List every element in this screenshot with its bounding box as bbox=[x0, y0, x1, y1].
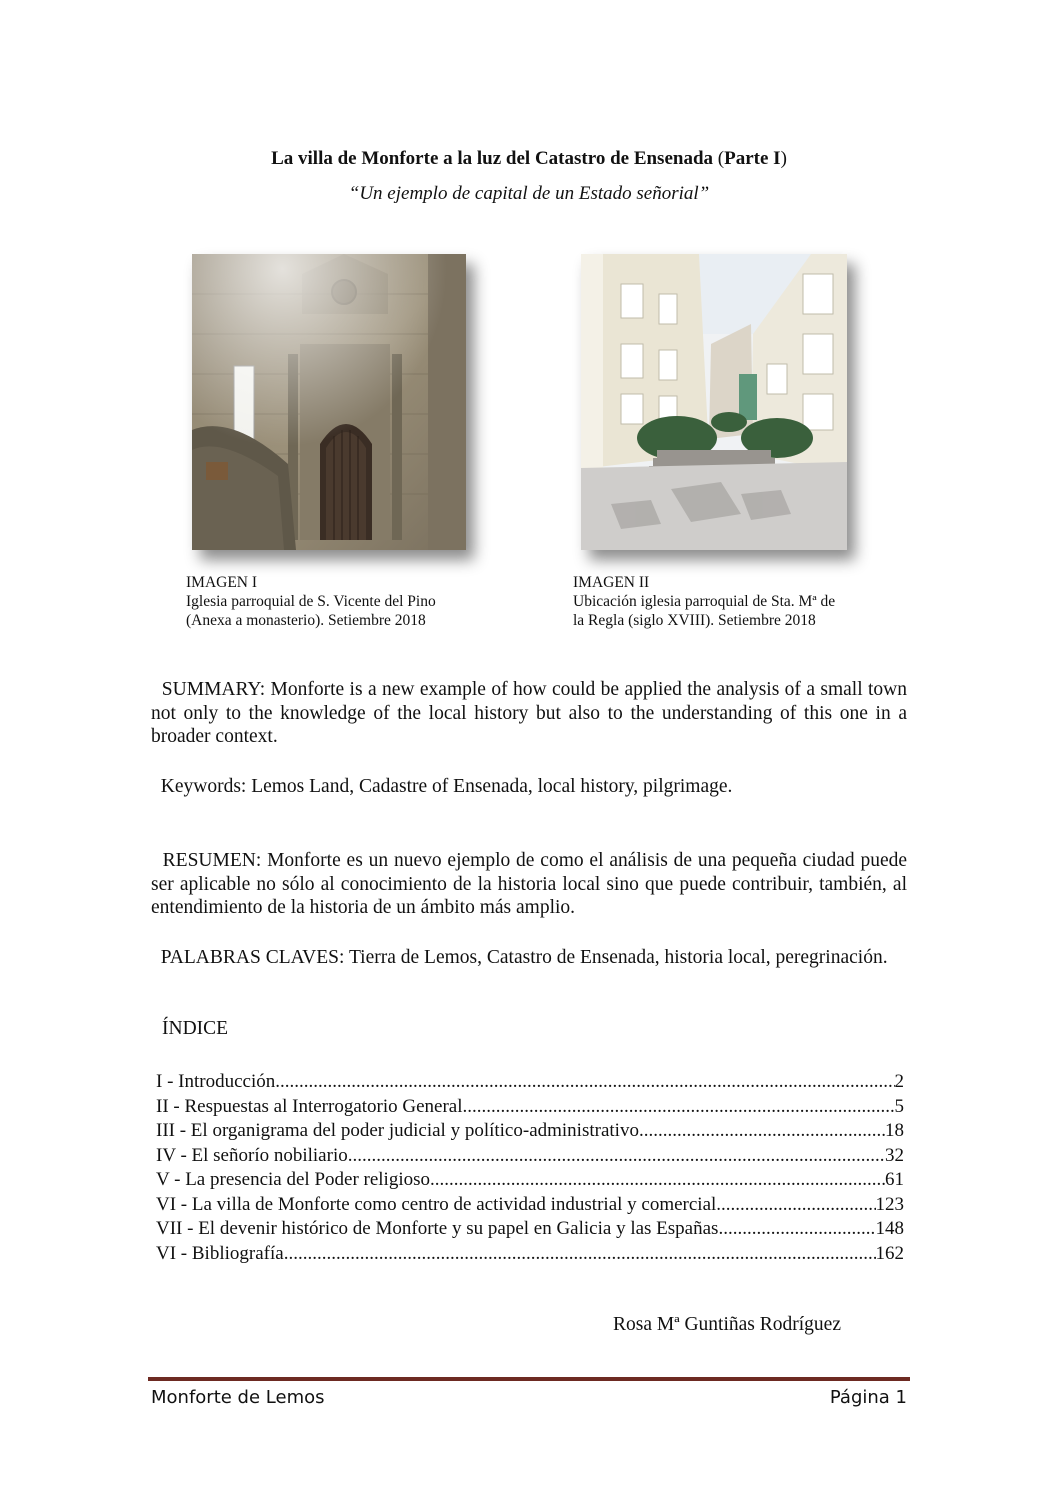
resumen-paragraph bbox=[151, 849, 907, 920]
toc-entry[interactable] bbox=[156, 1242, 904, 1267]
caption-line: Iglesia parroquial de S. Vicente del Pino bbox=[186, 593, 436, 610]
toc-leader bbox=[275, 1070, 894, 1095]
document-title bbox=[0, 148, 1058, 170]
toc-leader bbox=[716, 1193, 875, 1218]
caption-line: la Regla (siglo XVIII). Setiembre 2018 bbox=[573, 612, 816, 629]
toc-entry[interactable] bbox=[156, 1070, 904, 1095]
index-heading: ÍNDICE bbox=[162, 1018, 229, 1039]
title-paren-close: ) bbox=[780, 148, 787, 169]
toc-leader bbox=[430, 1168, 885, 1193]
toc-entry-label: IV - El señorío nobiliario bbox=[156, 1144, 348, 1166]
toc-leader bbox=[284, 1242, 876, 1267]
toc-entry-label: V - La presencia del Poder religioso bbox=[156, 1169, 431, 1190]
street-stairs-photo bbox=[581, 254, 847, 550]
summary-paragraph bbox=[151, 678, 907, 749]
toc-entry-label: III - El organigrama del poder judicial y político-administrativo bbox=[156, 1120, 639, 1141]
toc-entry-page: 18 bbox=[885, 1120, 904, 1141]
resumen-text: RESUMEN: Monforte es un nuevo ejemplo de como el análisis de una pequeña ciudad puede ser aplicable no sólo al conocimiento de la historia local sino que puede contribuir, también, al entendimiento de la historia de un ámbito más amplio. bbox=[151, 850, 908, 918]
toc-entry-label: VI - Bibliografía bbox=[156, 1242, 284, 1264]
caption-label: IMAGEN I bbox=[186, 574, 258, 591]
toc-leader bbox=[639, 1119, 885, 1144]
toc-entry[interactable] bbox=[156, 1193, 904, 1218]
toc-entry-page: 32 bbox=[885, 1144, 904, 1166]
toc-entry-label: II - Respuestas al Interrogatorio General bbox=[156, 1095, 463, 1117]
toc-entry[interactable] bbox=[156, 1168, 904, 1193]
caption-line: Ubicación iglesia parroquial de Sta. Mª de bbox=[573, 593, 836, 610]
footer-divider bbox=[148, 1377, 910, 1381]
keywords-paragraph bbox=[151, 775, 907, 799]
keywords-text: Keywords: Lemos Land, Cadastre of Ensenada, local history, pilgrimage. bbox=[160, 776, 733, 797]
toc-entry-label: VII - El devenir histórico de Monforte y su papel en Galicia y las Españas bbox=[156, 1218, 719, 1239]
toc-entry-page: 162 bbox=[875, 1242, 904, 1264]
toc-entry-label: I - Introducción bbox=[156, 1071, 276, 1092]
caption-line: (Anexa a monasterio). Setiembre 2018 bbox=[186, 612, 426, 629]
toc-leader bbox=[718, 1217, 875, 1242]
document-subtitle: “Un ejemplo de capital de un Estado señorial” bbox=[348, 183, 710, 204]
toc-entry[interactable] bbox=[156, 1095, 904, 1120]
summary-text: SUMMARY: Monforte is a new example of how could be applied the analysis of a small town not only to the knowledge of the local history but also to the understanding of this one in a broader context. bbox=[151, 679, 908, 747]
footer-page-number: Página 1 bbox=[829, 1387, 907, 1408]
toc-entry-page: 2 bbox=[894, 1071, 904, 1092]
toc-entry-page: 123 bbox=[875, 1193, 904, 1215]
footer-running-title: Monforte de Lemos bbox=[151, 1387, 325, 1408]
church-facade-photo bbox=[192, 254, 466, 550]
author-name: Rosa Mª Guntiñas Rodríguez bbox=[613, 1314, 841, 1335]
toc-leader bbox=[463, 1095, 895, 1120]
palabras-text: PALABRAS CLAVES: Tierra de Lemos, Catastro de Ensenada, historia local, peregrinación. bbox=[160, 947, 888, 968]
toc-leader bbox=[348, 1144, 885, 1169]
toc-entry[interactable] bbox=[156, 1119, 904, 1144]
image-caption-1 bbox=[186, 573, 436, 630]
toc-entry-page: 148 bbox=[875, 1218, 904, 1239]
image-caption-2 bbox=[573, 573, 835, 630]
toc-entry-label: VI - La villa de Monforte como centro de actividad industrial y comercial bbox=[156, 1193, 717, 1215]
title-main: La villa de Monforte a la luz del Catastro de Ensenada bbox=[271, 148, 714, 169]
table-of-contents bbox=[156, 1070, 904, 1266]
toc-entry-page: 5 bbox=[894, 1095, 904, 1117]
toc-entry[interactable] bbox=[156, 1144, 904, 1169]
palabras-claves-paragraph bbox=[151, 946, 907, 970]
title-part: Parte I bbox=[724, 148, 781, 169]
toc-entry-page: 61 bbox=[885, 1169, 904, 1190]
title-paren-open: ( bbox=[717, 148, 725, 169]
toc-entry[interactable] bbox=[156, 1217, 904, 1242]
caption-label: IMAGEN II bbox=[573, 574, 650, 591]
